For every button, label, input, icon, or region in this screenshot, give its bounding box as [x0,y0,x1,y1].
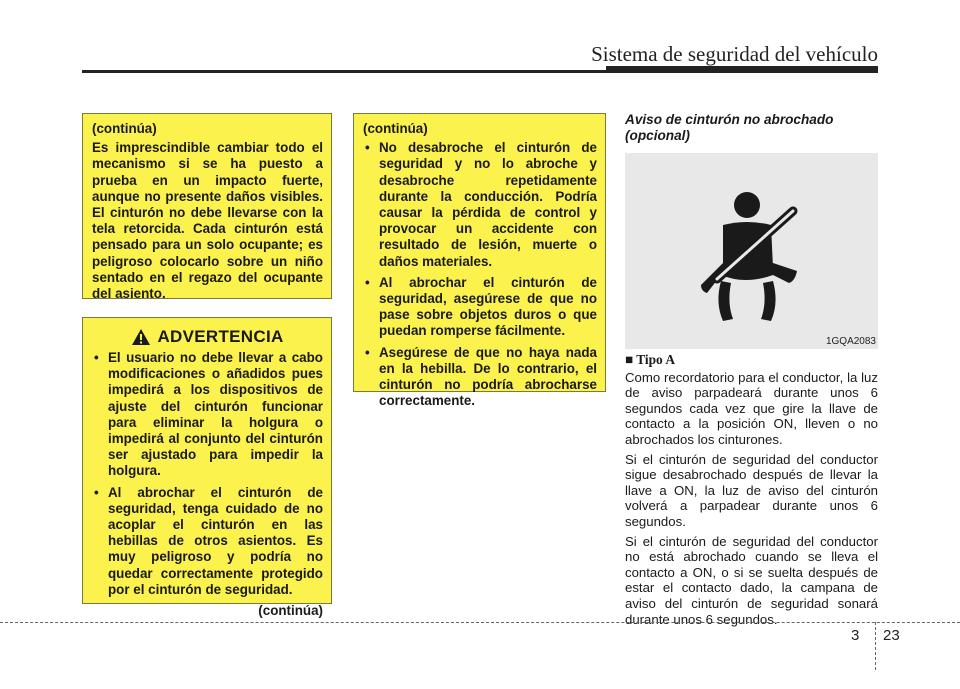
caution-box-continued [82,113,332,302]
header-rule-accent [606,66,878,72]
page-header-title: Sistema de seguridad del vehículo [591,42,878,66]
body-paragraph: Si el cinturón de seguridad del conductor sigue desabrochado después de llevar la llave a ON, la luz de aviso del cinturón volverá a parpadear durante unos 6 segundos. [625,451,878,529]
page-number-separator [875,622,876,670]
caution-item-text: Al abrochar el cinturón de seguridad, asegúrese de que no pase sobre objetos duros o que puedan romperse fácilmente. [379,274,597,339]
caution-item-text: Asegúrese de que no haya nada en la hebilla. De lo contrario, el cinturón no podría abrocharse correctamente. [379,344,597,409]
body-paragraph: Como recordatorio para el conductor, la luz de aviso parpadeará durante unos 6 segundos cada vez que gire la llave de contacto a la posición ON, lleven o no abrochados los cinturones. [625,369,878,447]
warning-header [92,328,323,346]
warning-item: • Al abrochar el cinturón de seguridad, tenga cuidado de no acoplar el cinturón en las hebillas de otros asientos. Es muy peligroso y podría no quedar correctamente protegido por el cinturón de seguridad. [94,484,323,597]
seatbelt-icon [625,153,878,349]
warning-box [82,317,332,619]
caution-item-text: No desabroche el cinturón de seguridad y no lo abroche y desabroche repetidamente durante la conducción. Podría causar la pérdida de control y provocar un accidente con resultado de lesión, muerte o daños materiales. [379,140,597,269]
continued-label: (continúa) [258,603,323,619]
body-text-column [625,352,878,631]
warning-item-text: Al abrochar el cinturón de seguridad, tenga cuidado de no acoplar el cinturón en las hebillas de otros asientos. Es muy peligroso y podría no quedar correctamente protegido por el cinturón de seguridad. [108,484,323,597]
warning-list [92,350,323,598]
caution-list [363,140,597,409]
caution-item: • No desabroche el cinturón de seguridad y no lo abroche y desabroche repetidamente durante la conducción. Podría causar la pérdida de control y provocar un accidente con resultado de lesión, muerte o daños materiales. [365,140,597,269]
warning-triangle-icon [131,328,151,346]
footer-rule [0,622,960,623]
warning-item: • El usuario no debe llevar a cabo modificaciones o añadidos pues impedirá a los dispositivos de ajuste del cinturón funcionar para eliminar la holgura o impedirá al conjunto del cinturón ser ajustado para impedir la holgura. [94,350,323,479]
caution-item: • Asegúrese de que no haya nada en la hebilla. De lo contrario, el cinturón no podría abrocharse correctamente. [365,344,597,409]
caution-text: Es imprescindible cambiar todo el mecanismo si se ha puesto a prueba en un impacto fuerte, aunque no presente daños visibles. El cinturón no debe llevarse con la tela retorcida. Cada cinturón está pensado para un solo ocupante; es peligroso colocarlo sobre un niño sentado en el regazo del ocupante del asiento. [92,140,323,302]
subheading-line: Aviso de cinturón no abrochado [625,112,834,127]
page-number: 23 [883,627,900,644]
warning-item-text: El usuario no debe llevar a cabo modificaciones o añadidos pues impedirá a los dispositivos de ajuste del cinturón funcionar para eliminar la holgura o impedirá al conjunto del cinturón ser ajustado para impedir la holgura. [108,350,323,479]
warning-title: ADVERTENCIA [157,326,284,346]
subheading-line: (opcional) [625,128,690,143]
caution-item: • Al abrochar el cinturón de seguridad, asegúrese de que no pase sobre objetos duros o que puedan romperse fácilmente. [365,274,597,339]
figure-code: 1GQA2083 [825,336,876,347]
continued-label: (continúa) [92,121,157,136]
type-label: ■ Tipo A [625,352,676,367]
seatbelt-warning-figure [625,153,878,349]
chapter-number: 3 [851,627,860,644]
caution-box-list [353,113,606,409]
body-paragraph: Si el cinturón de seguridad del conductor no está abrochado cuando se lleva el contacto a ON, o si se suelta después de estar el contacto dado, la campana de aviso del cinturón de seguridad sonará durante unos 6 segundos. [625,533,878,627]
section-subheading [625,112,880,144]
continued-label: (continúa) [363,121,428,136]
